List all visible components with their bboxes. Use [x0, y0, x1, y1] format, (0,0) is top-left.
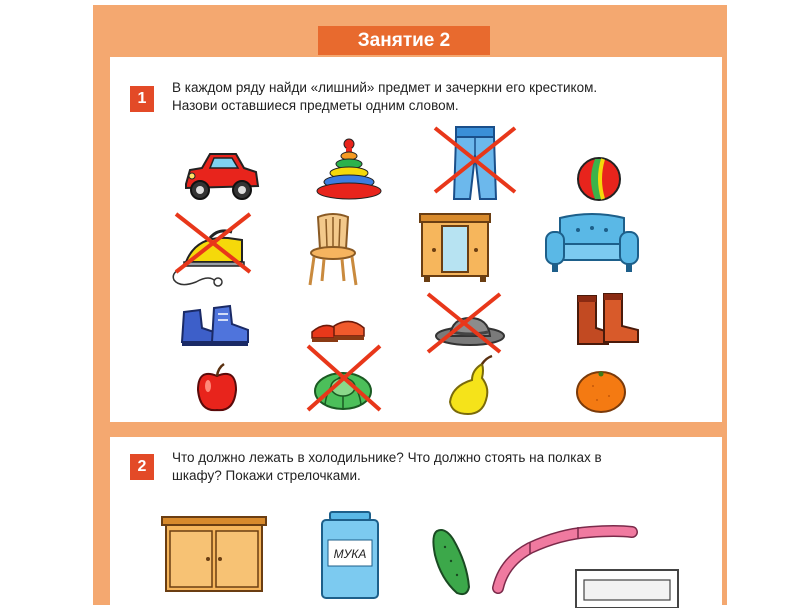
ball-picture[interactable]	[575, 155, 623, 203]
sofa-picture[interactable]	[544, 212, 640, 276]
jar-label: МУКА	[333, 547, 367, 561]
toy-car-picture[interactable]	[180, 148, 262, 204]
task2-instruction-line2: шкафу? Покажи стрелочками.	[172, 468, 361, 483]
task1-number-badge: 1	[130, 86, 154, 112]
task2-instruction	[172, 449, 602, 485]
lesson-title: Занятие 2	[318, 26, 490, 55]
fridge-picture[interactable]	[574, 568, 680, 608]
wardrobe-picture[interactable]	[418, 212, 492, 284]
cupboard-picture[interactable]	[160, 515, 268, 595]
pear-picture[interactable]	[442, 356, 498, 416]
task1-instruction	[172, 79, 597, 115]
task1-instruction-line2: Назови оставшиеся предметы одним словом.	[172, 98, 459, 113]
cabbage-picture[interactable]	[313, 365, 373, 411]
cucumber-picture[interactable]	[427, 525, 475, 597]
flour-jar-picture[interactable]	[318, 510, 382, 600]
jeans-picture[interactable]	[452, 125, 498, 201]
boots-blue-picture[interactable]	[178, 302, 252, 348]
orange-picture[interactable]	[575, 368, 627, 414]
sandals-picture[interactable]	[308, 312, 368, 346]
rubber-boots-picture[interactable]	[572, 292, 642, 348]
pyramid-toy-picture[interactable]	[313, 138, 385, 202]
apple-picture[interactable]	[194, 362, 240, 414]
iron-picture[interactable]	[166, 222, 248, 288]
hat-picture[interactable]	[434, 314, 506, 346]
task2-instruction-line1: Что должно лежать в холодильнике? Что должно стоять на полках в	[172, 450, 602, 465]
chair-picture[interactable]	[306, 213, 360, 287]
task2-number-badge: 2	[130, 454, 154, 480]
task1-instruction-line1: В каждом ряду найди «лишний» предмет и зачеркни его крестиком.	[172, 80, 598, 95]
